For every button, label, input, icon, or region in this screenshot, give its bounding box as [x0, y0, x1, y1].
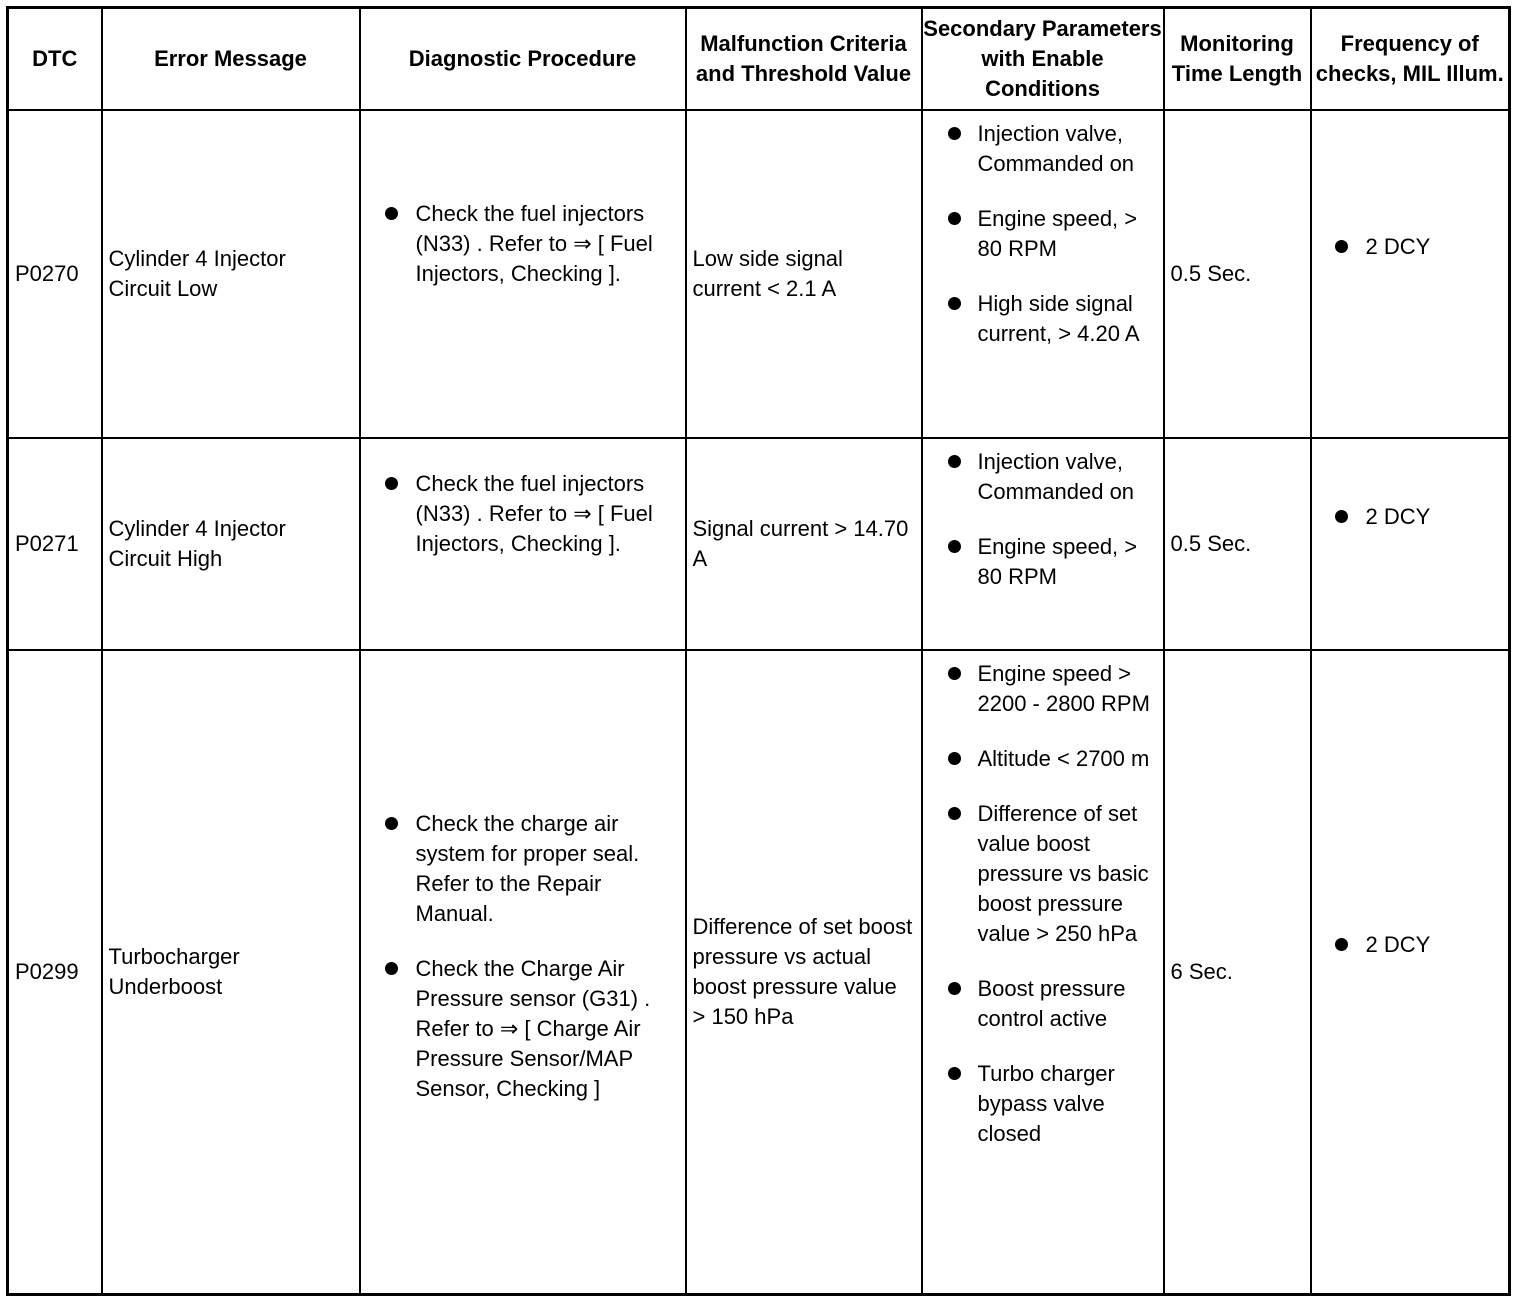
list-item — [361, 469, 685, 559]
list-item — [361, 809, 685, 929]
list-item — [923, 744, 1163, 774]
procedure-step: Check the charge air system for proper seal. Refer to the Repair Manual. — [415, 811, 640, 927]
bullet-icon — [948, 1067, 961, 1080]
table-row — [8, 110, 1510, 438]
dtc-code: P0271 — [8, 438, 102, 650]
malfunction-criteria: Signal current > 14.70 A — [686, 438, 922, 650]
bullet-icon — [948, 667, 961, 680]
list-item — [1312, 232, 1509, 262]
error-message: Cylinder 4 Injector Circuit Low — [102, 110, 360, 438]
list-item — [923, 659, 1163, 719]
procedure-step: Check the fuel injectors (N33) . Refer to ⇒ [ Fuel Injectors, Checking ]. — [415, 200, 653, 286]
list-item — [923, 204, 1163, 264]
frequency-text: 2 DCY — [1365, 503, 1431, 529]
bullet-icon — [1335, 938, 1348, 951]
error-message: Turbocharger Underboost — [102, 650, 360, 1295]
frequency — [1311, 650, 1510, 1295]
list-item — [923, 447, 1163, 507]
frequency-list — [1312, 502, 1509, 532]
frequency-list — [1312, 930, 1509, 960]
header-row — [8, 8, 1510, 110]
frequency — [1311, 438, 1510, 650]
list-item — [361, 199, 685, 289]
condition-text: Injection valve, Commanded on — [977, 120, 1135, 176]
bullet-icon — [948, 982, 961, 995]
bullet-icon — [1335, 510, 1348, 523]
dtc-code: P0270 — [8, 110, 102, 438]
header-error-message: Error Message — [102, 8, 360, 110]
list-item — [923, 799, 1163, 949]
bullet-icon — [948, 752, 961, 765]
list-item — [1312, 502, 1509, 532]
condition-text: Difference of set value boost pressure vs basic boost pressure value > 250 hPa — [977, 800, 1149, 946]
diagnostic-procedure — [360, 438, 686, 650]
list-item — [361, 954, 685, 1104]
list-item — [923, 119, 1163, 179]
bullet-icon — [385, 962, 398, 975]
malfunction-criteria: Low side signal current < 2.1 A — [686, 110, 922, 438]
list-item — [923, 1059, 1163, 1149]
dtc-code: P0299 — [8, 650, 102, 1295]
procedure-step: Check the Charge Air Pressure sensor (G31) . Refer to ⇒ [ Charge Air Pressure Sensor/MAP Sensor, Checking ] — [415, 956, 651, 1102]
frequency-list — [1312, 232, 1509, 262]
monitoring-time: 0.5 Sec. — [1164, 110, 1311, 438]
condition-text: Turbo charger bypass valve closed — [977, 1060, 1115, 1146]
table-row — [8, 438, 1510, 650]
frequency — [1311, 110, 1510, 438]
secondary-list — [923, 447, 1163, 592]
malfunction-criteria — [686, 650, 922, 1295]
condition-text: Engine speed, > 80 RPM — [977, 533, 1138, 589]
list-item — [1312, 930, 1509, 960]
bullet-icon — [948, 807, 961, 820]
procedure-list — [361, 199, 685, 289]
monitoring-time: 6 Sec. — [1164, 650, 1311, 1295]
procedure-list — [361, 809, 685, 1104]
condition-text: Boost pressure control active — [977, 975, 1126, 1031]
header-secondary: Secondary Parameters with Enable Conditions — [922, 8, 1164, 110]
header-diagnostic-procedure: Diagnostic Procedure — [360, 8, 686, 110]
bullet-icon — [1335, 240, 1348, 253]
bullet-icon — [948, 297, 961, 310]
frequency-text: 2 DCY — [1365, 233, 1431, 259]
header-monitoring: Monitoring Time Length — [1164, 8, 1311, 110]
secondary-list — [923, 119, 1163, 349]
bullet-icon — [385, 477, 398, 490]
list-item — [923, 532, 1163, 592]
condition-text: High side signal current, > 4.20 A — [977, 290, 1140, 346]
bullet-icon — [948, 455, 961, 468]
secondary-list — [923, 659, 1163, 1149]
header-dtc: DTC — [8, 8, 102, 110]
table-row — [8, 650, 1510, 1295]
condition-text: Engine speed, > 80 RPM — [977, 205, 1138, 261]
bullet-icon — [948, 540, 961, 553]
procedure-step: Check the fuel injectors (N33) . Refer to ⇒ [ Fuel Injectors, Checking ]. — [415, 470, 653, 556]
secondary-parameters — [922, 650, 1164, 1295]
dtc-table — [6, 6, 1511, 1296]
bullet-icon — [385, 817, 398, 830]
header-malfunction: Malfunction Criteria and Threshold Value — [686, 8, 922, 110]
diagnostic-procedure — [360, 110, 686, 438]
malfunction-text: Difference of set boost pressure vs actual boost pressure value > 150 hPa — [692, 913, 913, 1029]
list-item — [923, 289, 1163, 349]
procedure-list — [361, 469, 685, 559]
bullet-icon — [948, 212, 961, 225]
bullet-icon — [385, 207, 398, 220]
secondary-parameters — [922, 110, 1164, 438]
condition-text: Altitude < 2700 m — [977, 745, 1150, 771]
diagnostic-procedure — [360, 650, 686, 1295]
frequency-text: 2 DCY — [1365, 931, 1431, 957]
monitoring-time: 0.5 Sec. — [1164, 438, 1311, 650]
condition-text: Engine speed > 2200 - 2800 RPM — [977, 660, 1150, 716]
error-message: Cylinder 4 Injector Circuit High — [102, 438, 360, 650]
condition-text: Injection valve, Commanded on — [977, 448, 1135, 504]
list-item — [923, 974, 1163, 1034]
secondary-parameters — [922, 438, 1164, 650]
bullet-icon — [948, 127, 961, 140]
header-frequency: Frequency of checks, MIL Illum. — [1311, 8, 1510, 110]
